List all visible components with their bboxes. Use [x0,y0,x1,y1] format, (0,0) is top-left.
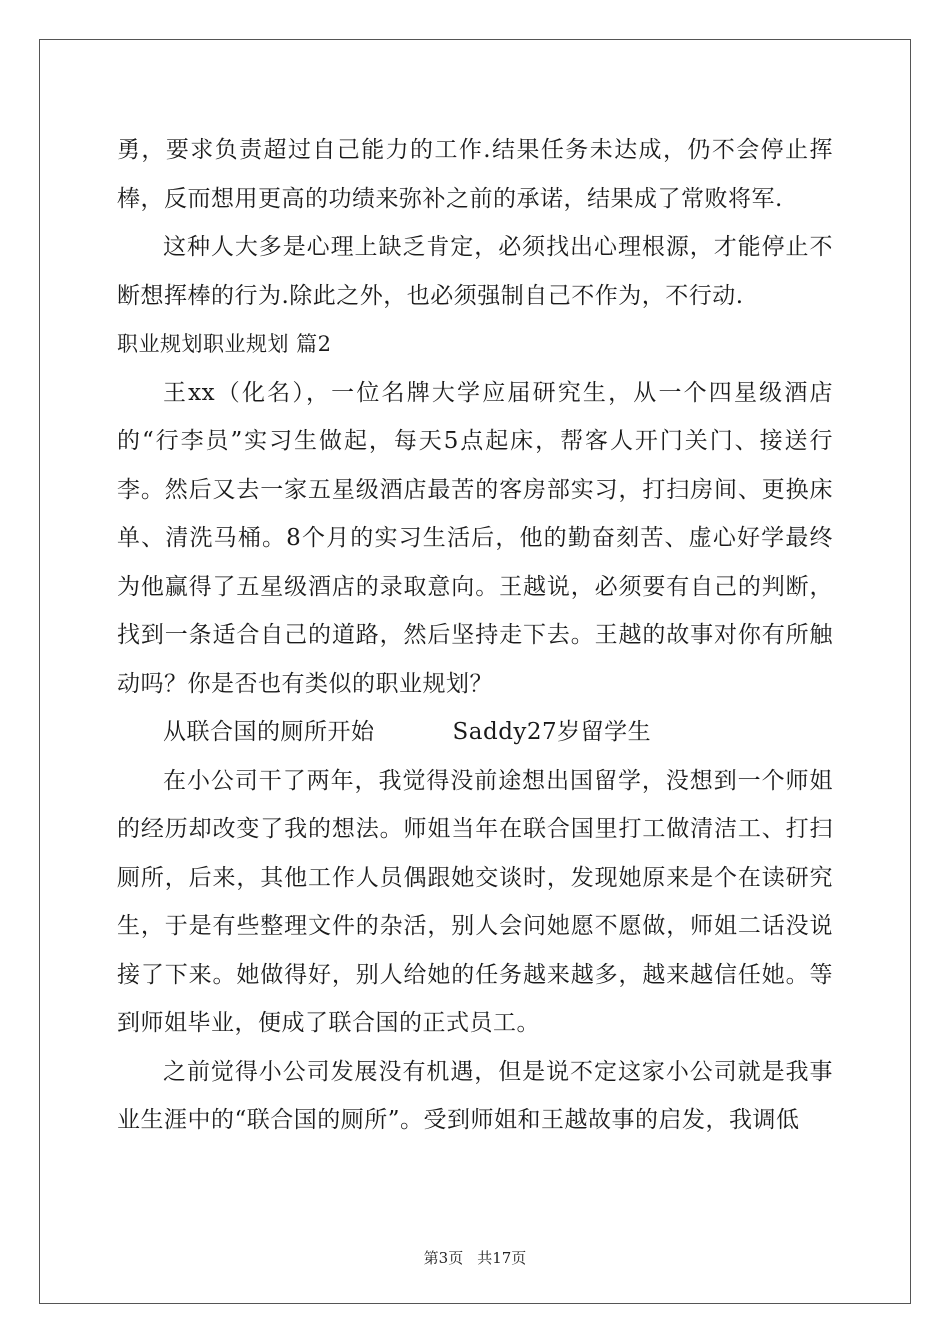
paragraph: 勇，要求负责超过自己能力的工作.结果任务未达成，仍不会停止挥棒，反而想用更高的功绩来弥补之前的承诺，结果成了常败将军. [117,137,833,212]
page-total: 共17页 [477,1249,527,1267]
paragraph: 在小公司干了两年，我觉得没前途想出国留学，没想到一个师姐的经历却改变了我的想法。师姐当年在联合国里打工做清洁工、打扫厕所，后来，其他工作人员偶跟她交谈时，发现她原来是个在读研究生，于是有些整理文件的杂活，别人会问她愿不愿做，师姐二话没说接了下来。她做得好，别人给她的任务越来越多，越来越信任她。等到师姐毕业，便成了联合国的正式员工。 [117,767,833,1036]
paragraph: 之前觉得小公司发展没有机遇，但是说不定这家小公司就是我事业生涯中的“联合国的厕所”。受到师姐和王越故事的启发，我调低 [117,1058,833,1133]
story-title: 从联合国的厕所开始 [163,719,375,745]
story-author: Saddy27岁留学生 [452,719,652,745]
paragraph: 这种人大多是心理上缺乏肯定，必须找出心理根源，才能停止不断想挥棒的行为.除此之外，也必须强制自己不作为，不行动. [117,234,833,309]
section-heading: 职业规划职业规划 篇2 [117,332,332,356]
paragraph: 王xx（化名），一位名牌大学应届研究生，从一个四星级酒店的“行李员”实习生做起，每天5点起床，帮客人开门关门、接送行李。然后又去一家五星级酒店最苦的客房部实习，打扫房间、更换床单、清洗马桶。8个月的实习生活后，他的勤奋刻苦、虚心好学最终为他赢得了五星级酒店的录取意向。王越说，必须要有自己的判断，找到一条适合自己的道路，然后坚持走下去。王越的故事对你有所触动吗？你是否也有类似的职业规划？ [117,379,833,697]
story-subtitle [117,708,833,757]
page-number: 第3页 [423,1249,464,1267]
document-body [117,126,833,1145]
page-footer [0,1247,950,1268]
